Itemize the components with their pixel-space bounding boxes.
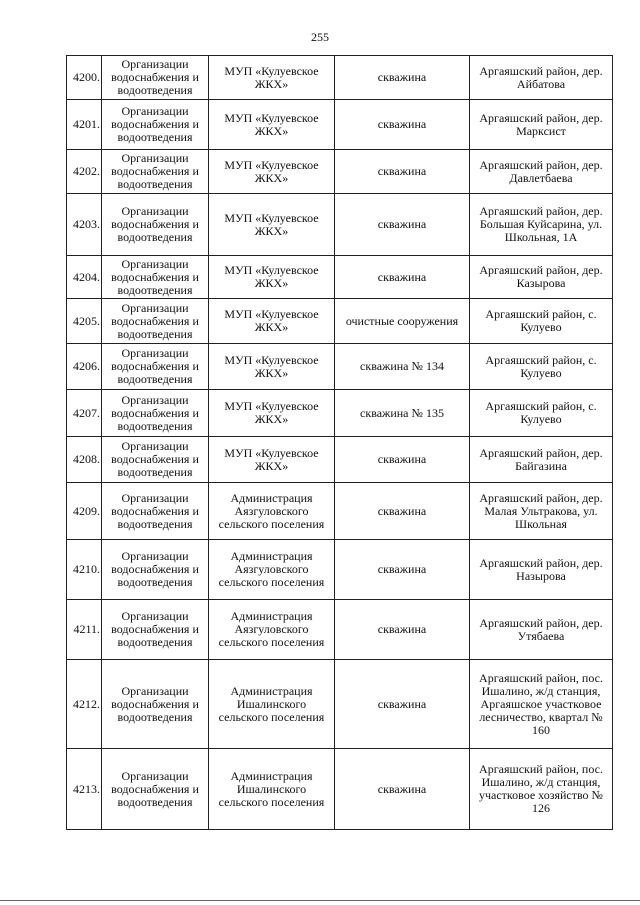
row-number: 4213. (67, 749, 102, 830)
table-row (67, 600, 613, 660)
category-cell: Организации водоснабжения и водоотведения (102, 194, 209, 256)
location-cell: Аргаяшский район, дер. Айбатова (470, 56, 613, 100)
table-row (67, 437, 613, 483)
organization-cell: МУП «Кулуевское ЖКХ» (209, 194, 335, 256)
category-cell: Организации водоснабжения и водоотведения (102, 150, 209, 194)
object-cell: скважина № 135 (335, 390, 470, 437)
object-cell: скважина (335, 600, 470, 660)
category-cell: Организации водоснабжения и водоотведения (102, 299, 209, 344)
location-cell: Аргаяшский район, с. Кулуево (470, 344, 613, 390)
object-cell: скважина № 134 (335, 344, 470, 390)
row-number: 4207. (67, 390, 102, 437)
organization-cell: Администрация Аязгуловского сельского поселения (209, 600, 335, 660)
object-cell: скважина (335, 660, 470, 749)
location-cell: Аргаяшский район, дер. Большая Куйсарина, ул. Школьная, 1А (470, 194, 613, 256)
category-cell: Организации водоснабжения и водоотведения (102, 100, 209, 150)
row-number: 4208. (67, 437, 102, 483)
row-number: 4201. (67, 100, 102, 150)
organization-cell: МУП «Кулуевское ЖКХ» (209, 437, 335, 483)
category-cell: Организации водоснабжения и водоотведения (102, 540, 209, 600)
table-row (67, 56, 613, 100)
organization-cell: МУП «Кулуевское ЖКХ» (209, 56, 335, 100)
row-number: 4204. (67, 256, 102, 299)
location-cell: Аргаяшский район, с. Кулуево (470, 390, 613, 437)
table-row (67, 390, 613, 437)
row-number: 4212. (67, 660, 102, 749)
object-cell: скважина (335, 256, 470, 299)
row-number: 4203. (67, 194, 102, 256)
location-cell: Аргаяшский район, пос. Ишалино, ж/д станция, Аргаяшское участковое лесничество, квартал № 160 (470, 660, 613, 749)
table-row (67, 194, 613, 256)
object-cell: скважина (335, 100, 470, 150)
organization-cell: МУП «Кулуевское ЖКХ» (209, 390, 335, 437)
organization-cell: МУП «Кулуевское ЖКХ» (209, 344, 335, 390)
object-cell: скважина (335, 194, 470, 256)
location-cell: Аргаяшский район, дер. Байгазина (470, 437, 613, 483)
organization-cell: Администрация Аязгуловского сельского поселения (209, 483, 335, 540)
category-cell: Организации водоснабжения и водоотведения (102, 660, 209, 749)
category-cell: Организации водоснабжения и водоотведения (102, 600, 209, 660)
location-cell: Аргаяшский район, дер. Казырова (470, 256, 613, 299)
category-cell: Организации водоснабжения и водоотведения (102, 483, 209, 540)
organization-cell: Администрация Ишалинского сельского поселения (209, 749, 335, 830)
page-number: 255 (311, 30, 329, 44)
category-cell: Организации водоснабжения и водоотведения (102, 749, 209, 830)
location-cell: Аргаяшский район, дер. Давлетбаева (470, 150, 613, 194)
location-cell: Аргаяшский район, дер. Марксист (470, 100, 613, 150)
table-row (67, 749, 613, 830)
table-row (67, 299, 613, 344)
location-cell: Аргаяшский район, дер. Назырова (470, 540, 613, 600)
table-row (67, 100, 613, 150)
page-bottom-edge (0, 900, 640, 901)
table-row (67, 256, 613, 299)
row-number: 4210. (67, 540, 102, 600)
category-cell: Организации водоснабжения и водоотведения (102, 344, 209, 390)
table-row (67, 660, 613, 749)
table-row (67, 344, 613, 390)
row-number: 4202. (67, 150, 102, 194)
row-number: 4200. (67, 56, 102, 100)
row-number: 4205. (67, 299, 102, 344)
object-cell: скважина (335, 749, 470, 830)
object-cell: скважина (335, 540, 470, 600)
organization-cell: Администрация Аязгуловского сельского поселения (209, 540, 335, 600)
table-row (67, 540, 613, 600)
object-cell: скважина (335, 56, 470, 100)
row-number: 4209. (67, 483, 102, 540)
organization-cell: МУП «Кулуевское ЖКХ» (209, 299, 335, 344)
location-cell: Аргаяшский район, дер. Утябаева (470, 600, 613, 660)
organization-cell: МУП «Кулуевское ЖКХ» (209, 256, 335, 299)
object-cell: скважина (335, 483, 470, 540)
table-row (67, 150, 613, 194)
table-row (67, 483, 613, 540)
object-cell: скважина (335, 437, 470, 483)
category-cell: Организации водоснабжения и водоотведения (102, 56, 209, 100)
category-cell: Организации водоснабжения и водоотведения (102, 437, 209, 483)
object-cell: скважина (335, 150, 470, 194)
row-number: 4206. (67, 344, 102, 390)
organization-cell: МУП «Кулуевское ЖКХ» (209, 150, 335, 194)
category-cell: Организации водоснабжения и водоотведения (102, 390, 209, 437)
organization-cell: Администрация Ишалинского сельского поселения (209, 660, 335, 749)
location-cell: Аргаяшский район, пос. Ишалино, ж/д станция, участковое хозяйство № 126 (470, 749, 613, 830)
category-cell: Организации водоснабжения и водоотведения (102, 256, 209, 299)
location-cell: Аргаяшский район, дер. Малая Ультракова, ул. Школьная (470, 483, 613, 540)
object-cell: очистные сооружения (335, 299, 470, 344)
location-cell: Аргаяшский район, с. Кулуево (470, 299, 613, 344)
row-number: 4211. (67, 600, 102, 660)
organization-cell: МУП «Кулуевское ЖКХ» (209, 100, 335, 150)
registry-table (66, 55, 613, 830)
